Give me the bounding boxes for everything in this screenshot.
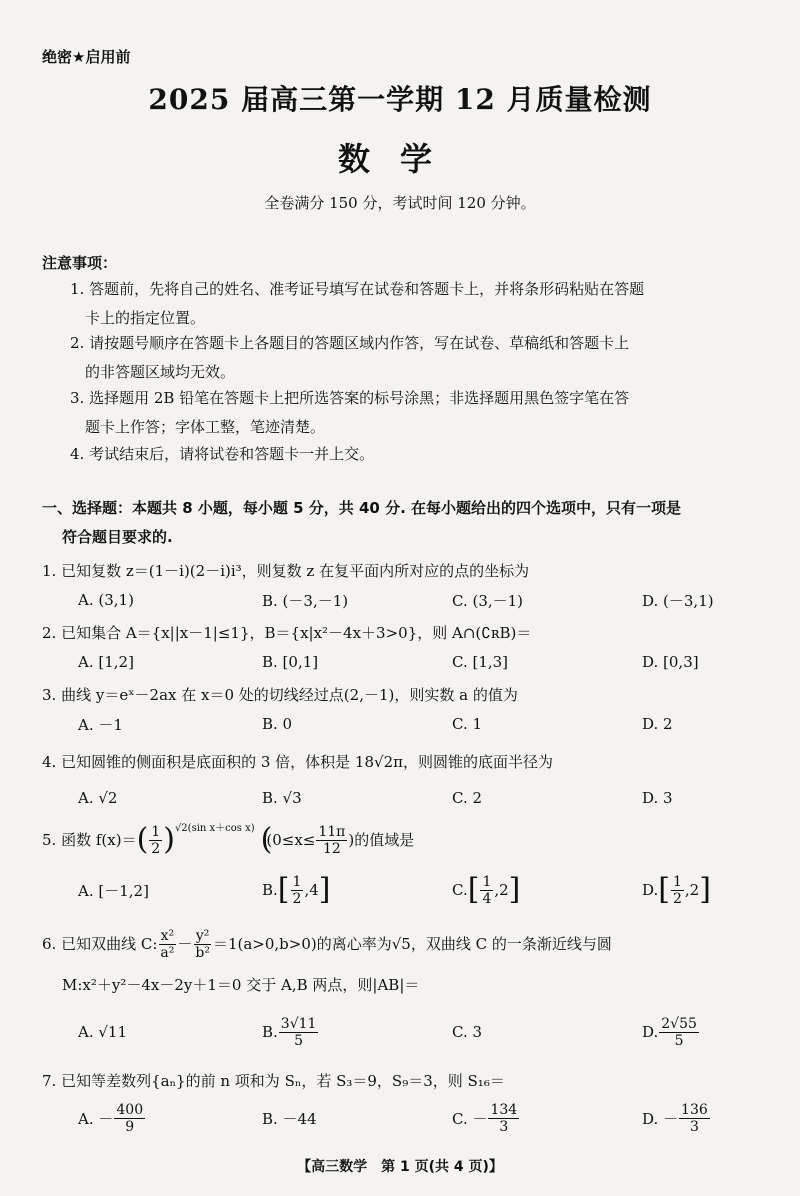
option-d: D. [0,3] xyxy=(642,653,699,671)
question-6 xyxy=(42,924,782,964)
option-d: D. 2 xyxy=(642,715,673,733)
option-label: D. xyxy=(642,1023,659,1041)
option-d xyxy=(642,1010,700,1054)
bracket-open: [ xyxy=(277,872,290,907)
fraction-half xyxy=(149,824,162,857)
numerator: 3√11 xyxy=(280,1015,317,1032)
bracket-close: ] xyxy=(508,872,521,907)
option-tail: ,4 xyxy=(304,881,319,899)
question-4: 4. 已知圆锥的侧面积是底面积的 3 倍，体积是 18√2π，则圆锥的底面半径为 xyxy=(42,753,553,771)
fraction xyxy=(679,1102,710,1135)
notice-line: 2. 请按题号顺序在答题卡上各题目的答题区域内作答，写在试卷、草稿纸和答题卡上 xyxy=(70,334,630,352)
option-a: A. [－1,2] xyxy=(78,881,149,900)
options-7 xyxy=(78,1096,778,1140)
option-tail: ,2 xyxy=(684,881,700,899)
fraction xyxy=(114,1102,145,1135)
q6-suffix: ＝1(a>0,b>0)的离心率为√5，双曲线 C 的一条渐近线与圆 xyxy=(212,935,612,953)
numerator: x² xyxy=(160,927,175,944)
fraction-y xyxy=(193,928,212,961)
option-label: A. － xyxy=(78,1109,114,1128)
subject-title: 数学 xyxy=(337,140,462,178)
fraction xyxy=(279,1016,319,1049)
options-4 xyxy=(78,778,778,818)
denominator: 4 xyxy=(482,890,492,907)
option-label: C. xyxy=(452,881,468,899)
q5-prefix: 5. 函数 f(x)＝ xyxy=(42,831,137,849)
numerator: 1 xyxy=(482,873,492,890)
option-c xyxy=(452,1096,520,1140)
option-a: A. √2 xyxy=(78,789,118,807)
fraction xyxy=(659,1016,699,1049)
option-b: B. √3 xyxy=(262,789,302,807)
option-d: D. (－3,1) xyxy=(642,591,714,610)
bracket-open: [ xyxy=(467,872,480,907)
numerator: 136 xyxy=(681,1101,708,1118)
notice-line: 卡上的指定位置。 xyxy=(85,309,206,327)
option-a: A. [1,2] xyxy=(78,653,134,671)
options-3 xyxy=(78,704,778,744)
option-a: A. －1 xyxy=(78,715,123,734)
fraction xyxy=(291,874,304,907)
option-d xyxy=(642,1096,711,1140)
option-c: C. 2 xyxy=(452,789,483,807)
option-b: B. [0,1] xyxy=(262,653,319,671)
numerator: 2√55 xyxy=(661,1015,697,1032)
range-paren-open: ( xyxy=(260,822,273,857)
notice-line: 的非答题区域均无效。 xyxy=(85,363,236,381)
exam-info: 全卷满分 150 分，考试时间 120 分钟。 xyxy=(264,194,536,212)
question-7: 7. 已知等差数列{aₙ}的前 n 项和为 Sₙ，若 S₃＝9，S₉＝3，则 S₁₆＝ xyxy=(42,1072,505,1090)
option-a: A. √11 xyxy=(78,1023,128,1041)
option-a xyxy=(78,1096,146,1140)
option-label: D. xyxy=(642,881,659,899)
numerator: y² xyxy=(195,927,210,944)
option-d xyxy=(642,868,711,912)
option-d: D. 3 xyxy=(642,789,673,807)
option-label: B. xyxy=(262,1023,278,1041)
q6-prefix: 6. 已知双曲线 C: xyxy=(42,935,158,953)
option-c: C. 1 xyxy=(452,715,483,733)
fraction-x xyxy=(158,928,176,961)
options-6 xyxy=(78,1010,778,1054)
option-b xyxy=(262,868,330,912)
bracket-close: ] xyxy=(699,872,711,907)
numerator: 1 xyxy=(151,823,161,840)
fraction xyxy=(480,874,493,907)
denominator: 2 xyxy=(672,890,682,907)
section-heading: 一、选择题：本题共 8 小题，每小题 5 分，共 40 分. 在每小题给出的四个选项中，只有一项是 xyxy=(42,499,682,517)
option-b: B. 0 xyxy=(262,715,293,733)
denominator: 3 xyxy=(499,1118,509,1135)
option-c: C. [1,3] xyxy=(452,653,509,671)
page-footer: 【高三数学 第 1 页(共 4 页)】 xyxy=(297,1159,503,1175)
option-b: B. (－3,－1) xyxy=(262,591,349,610)
denominator: 12 xyxy=(322,840,341,857)
denominator: 2 xyxy=(292,890,302,907)
denominator: 5 xyxy=(674,1032,684,1049)
minus-sign: － xyxy=(177,935,193,953)
fraction xyxy=(671,874,684,907)
exam-title: 2025 届高三第一学期 12 月质量检测 xyxy=(148,83,652,116)
numerator: 1 xyxy=(292,873,302,890)
option-b: B. －44 xyxy=(262,1109,317,1128)
section-heading-cont: 符合题目要求的. xyxy=(62,528,173,546)
range-suffix: )的值域是 xyxy=(348,831,415,849)
denominator: 9 xyxy=(125,1118,135,1135)
bracket-close: ] xyxy=(318,872,331,907)
option-c xyxy=(452,868,520,912)
question-3: 3. 曲线 y＝eˣ－2ax 在 x＝0 处的切线经过点(2,－1)，则实数 a 的值为 xyxy=(42,686,518,704)
denominator: 5 xyxy=(294,1032,304,1049)
numerator: 1 xyxy=(672,873,682,890)
numerator: 134 xyxy=(490,1101,518,1118)
exponent: √2(sin x＋cos x) xyxy=(174,823,255,834)
denominator: 3 xyxy=(689,1118,699,1135)
option-tail: ,2 xyxy=(494,881,509,899)
paren-close: ) xyxy=(163,822,175,857)
fraction xyxy=(488,1102,519,1135)
option-label: C. － xyxy=(452,1109,488,1128)
notice-line: 4. 考试结束后，请将试卷和答题卡一并上交。 xyxy=(70,445,375,463)
option-c: C. (3,－1) xyxy=(452,591,524,610)
bracket-open: [ xyxy=(658,872,670,907)
option-b xyxy=(262,1010,319,1054)
question-1: 1. 已知复数 z＝(1－i)(2－i)i³，则复数 z 在复平面内所对应的点的坐标为 xyxy=(42,562,530,580)
option-label: D. － xyxy=(642,1109,679,1128)
question-2: 2. 已知集合 A＝{x||x－1|≤1}，B＝{x|x²－4x＋3>0}，则 A∩(∁ʀB)＝ xyxy=(42,624,532,642)
paren-open: ( xyxy=(136,822,149,857)
notice-heading: 注意事项： xyxy=(42,254,118,272)
range-prefix: (0≤x≤ xyxy=(266,831,316,849)
options-2 xyxy=(78,642,778,682)
option-a: A. (3,1) xyxy=(78,591,134,609)
numerator: 400 xyxy=(116,1101,144,1118)
fraction-range xyxy=(316,824,347,857)
notice-line: 3. 选择题用 2B 铅笔在答题卡上把所选答案的标号涂黑；非选择题用黑色签字笔在答 xyxy=(70,389,630,407)
option-c: C. 3 xyxy=(452,1023,483,1041)
options-1 xyxy=(78,580,778,620)
confidential-label: 绝密★启用前 xyxy=(42,48,131,66)
question-6-cont: M:x²＋y²－4x－2y＋1＝0 交于 A,B 两点，则|AB|＝ xyxy=(62,976,420,994)
denominator: 2 xyxy=(151,840,161,857)
option-label: B. xyxy=(262,881,278,899)
notice-line: 1. 答题前，先将自己的姓名、准考证号填写在试卷和答题卡上，并将条形码粘贴在答题 xyxy=(70,280,645,298)
denominator: a² xyxy=(160,944,175,961)
numerator: 11π xyxy=(318,823,346,840)
question-5 xyxy=(42,820,782,860)
options-5 xyxy=(78,868,778,912)
notice-line: 题卡上作答；字体工整，笔迹清楚。 xyxy=(85,418,326,436)
denominator: b² xyxy=(195,944,210,961)
